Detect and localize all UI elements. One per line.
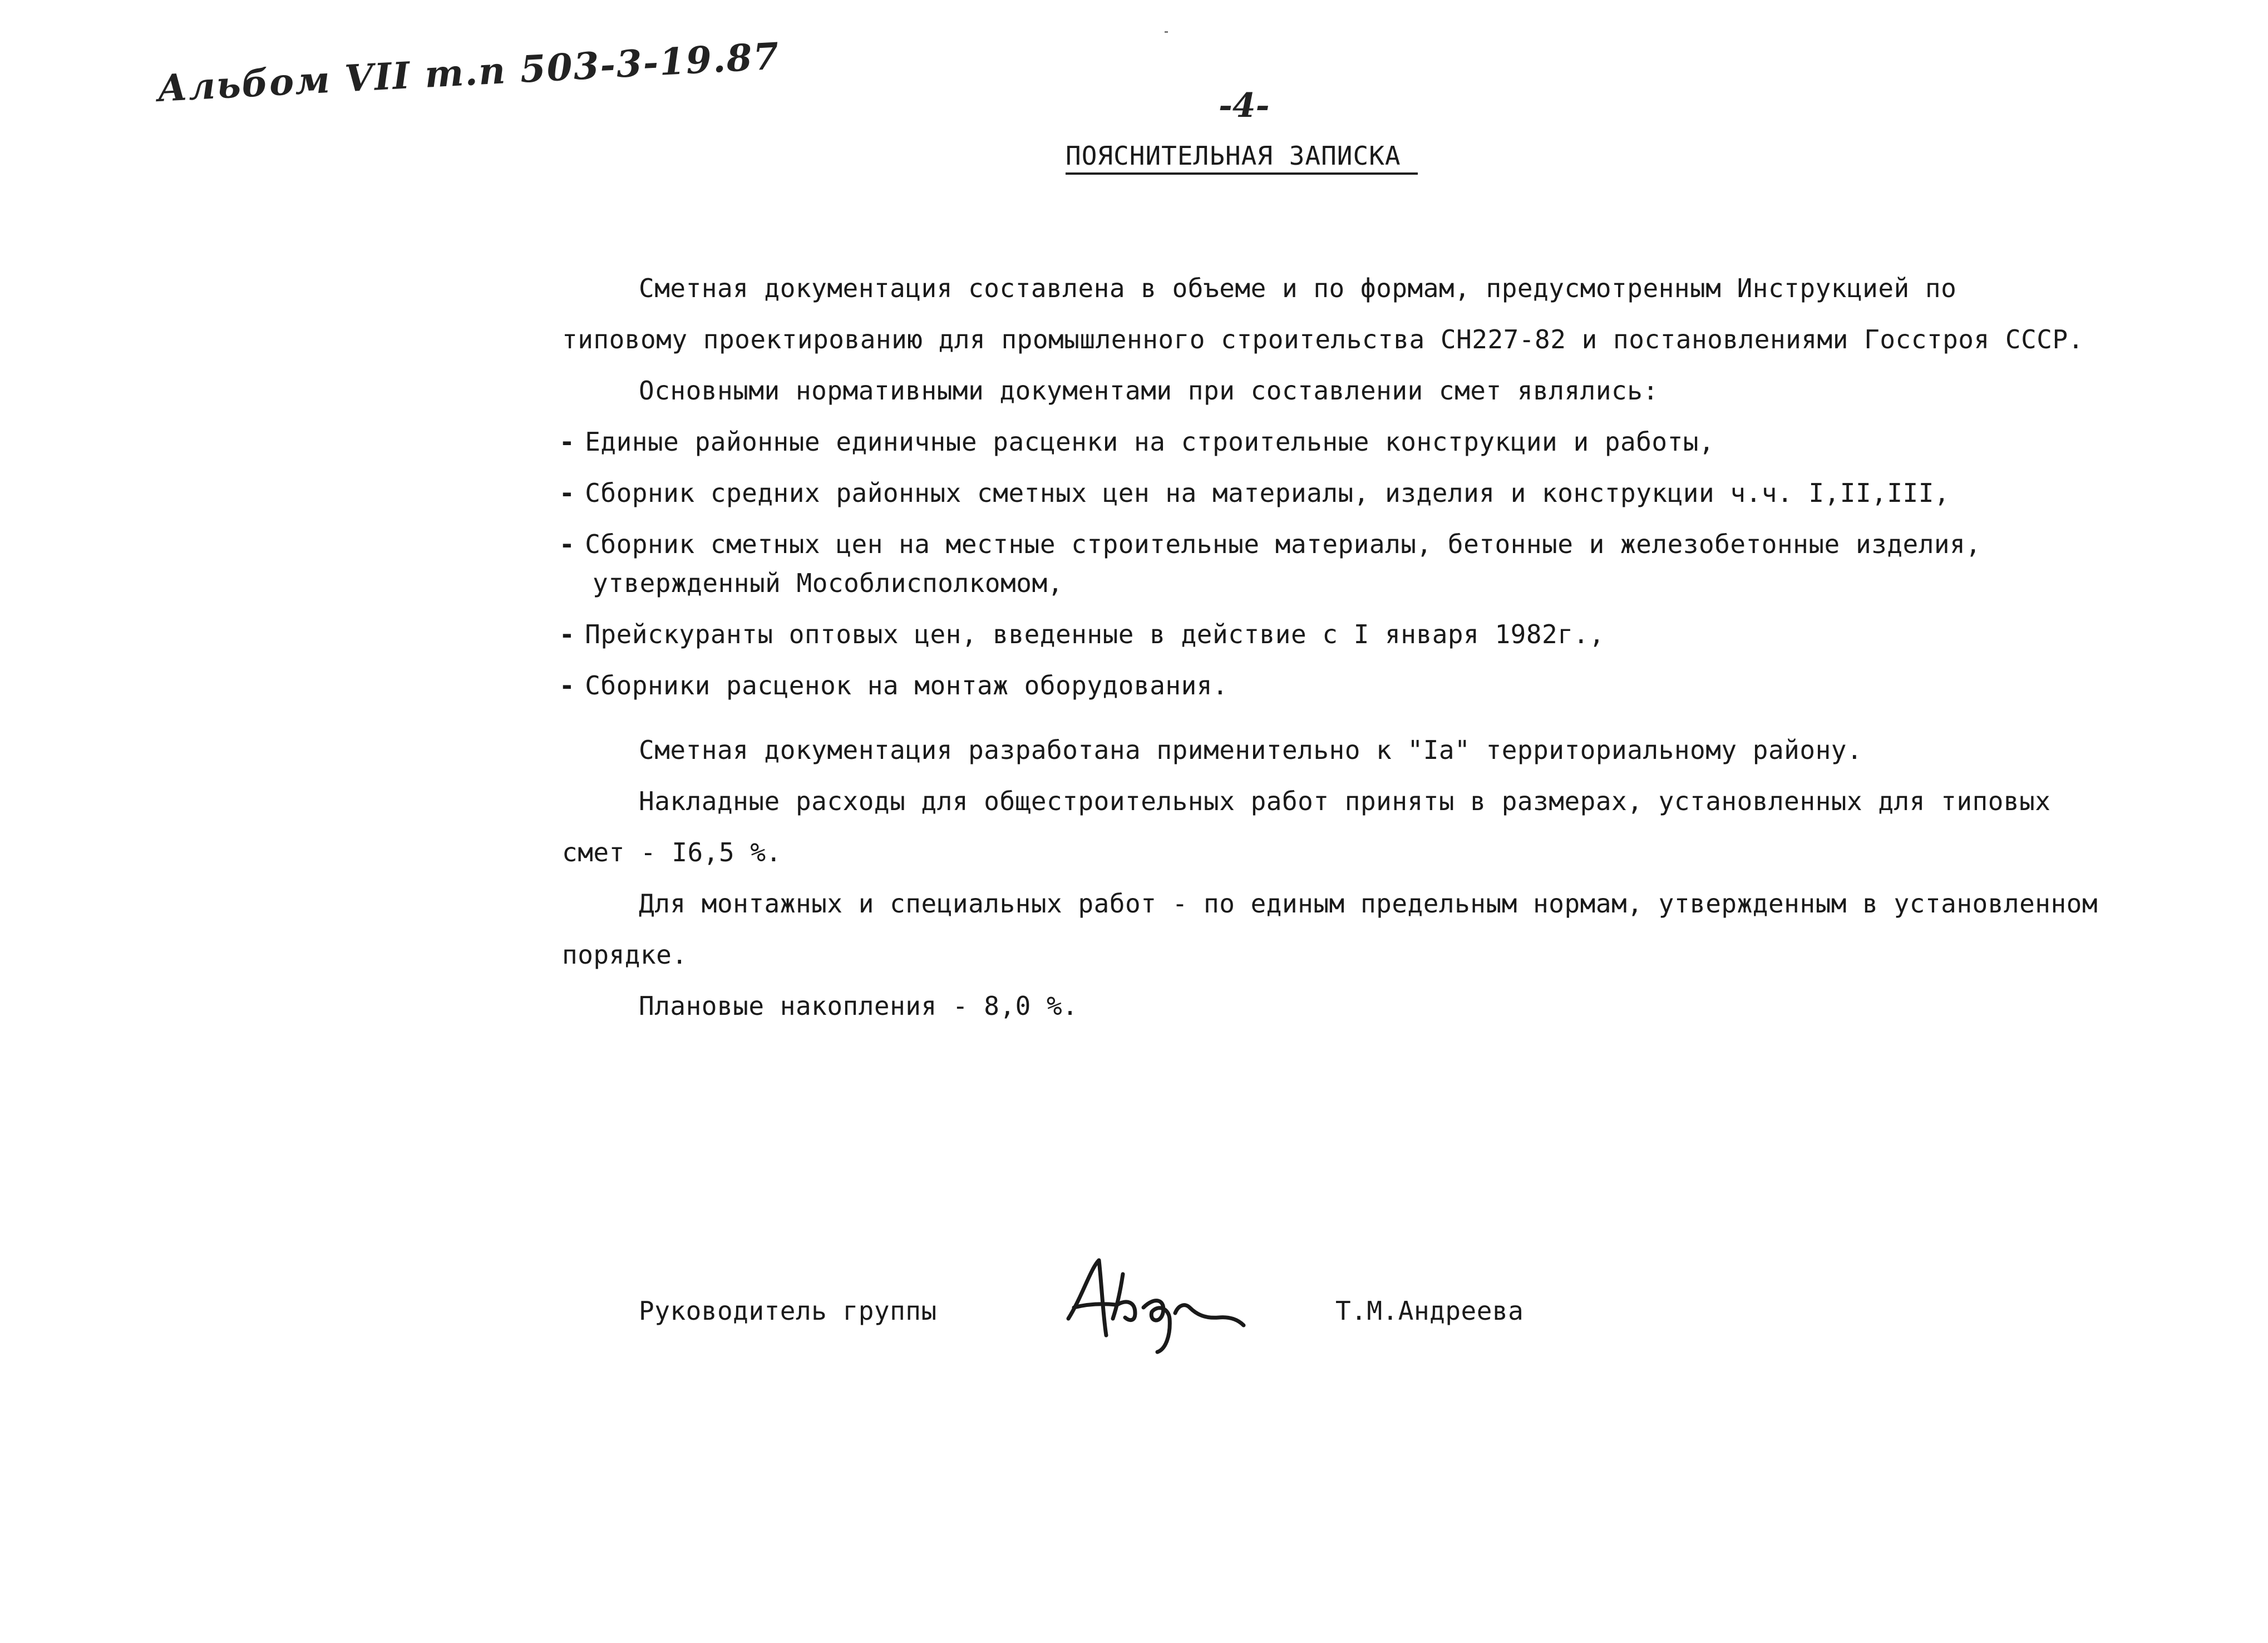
- list-dash: -: [559, 478, 575, 508]
- list-item: [559, 669, 1228, 702]
- scan-artifact: [1165, 31, 1168, 33]
- list-dash: -: [559, 427, 575, 457]
- paragraph-1-line-1: Сметная документация составлена в объеме и по формам, предусмотренным Инструкцией по: [639, 273, 1957, 303]
- handwritten-signature-image: [1052, 1252, 1252, 1358]
- list-item-text: Сборники расценок на монтаж оборудования.: [585, 670, 1229, 700]
- paragraph-6: Плановые накопления - 8,0 %.: [639, 991, 1078, 1021]
- list-item-text: Сборник средних районных сметных цен на материалы, изделия и конструкции ч.ч. I,II,III,: [585, 478, 1950, 508]
- signature-role: Руководитель группы: [639, 1296, 937, 1326]
- paragraph-4-line-2: смет - I6,5 %.: [562, 837, 782, 867]
- list-dash: -: [559, 670, 575, 700]
- list-item-continuation: утвержденный Мособлисполкомом,: [593, 568, 1063, 598]
- page-number: -4-: [1219, 86, 1270, 125]
- list-item: [559, 476, 1950, 510]
- signature-name: Т.М.Андреева: [1335, 1296, 1524, 1326]
- list-item-text: Прейскуранты оптовых цен, введенные в действие с I января 1982г.,: [585, 619, 1605, 649]
- paragraph-4-line-1: Накладные расходы для общестроительных работ приняты в размерах, установленных для типовых: [639, 786, 2051, 816]
- list-item-text: Единые районные единичные расценки на строительные конструкции и работы,: [585, 427, 1715, 457]
- list-item: [559, 618, 1605, 651]
- paragraph-3: Сметная документация разработана применительно к "Iа" территориальному району.: [639, 735, 1863, 765]
- list-item-text: Сборник сметных цен на местные строительные материалы, бетонные и железобетонные изделия,: [585, 529, 1981, 559]
- album-reference-note: Альбом VII т.п 503-3-19.87: [156, 34, 781, 110]
- list-item: [559, 425, 1714, 458]
- document-title: ПОЯСНИТЕЛЬНАЯ ЗАПИСКА: [1066, 139, 1418, 175]
- paragraph-1-line-2: типовому проектированию для промышленного строительства СН227-82 и постановлениями Госстроя СССР.: [562, 324, 2084, 354]
- paragraph-5-line-1: Для монтажных и специальных работ - по единым предельным нормам, утвержденным в установленном: [639, 889, 2098, 919]
- list-dash: -: [559, 529, 575, 559]
- list-dash: -: [559, 619, 575, 649]
- list-item: [559, 527, 1981, 561]
- paragraph-5-line-2: порядке.: [562, 940, 688, 970]
- paragraph-2: Основными нормативными документами при составлении смет являлись:: [639, 376, 1659, 406]
